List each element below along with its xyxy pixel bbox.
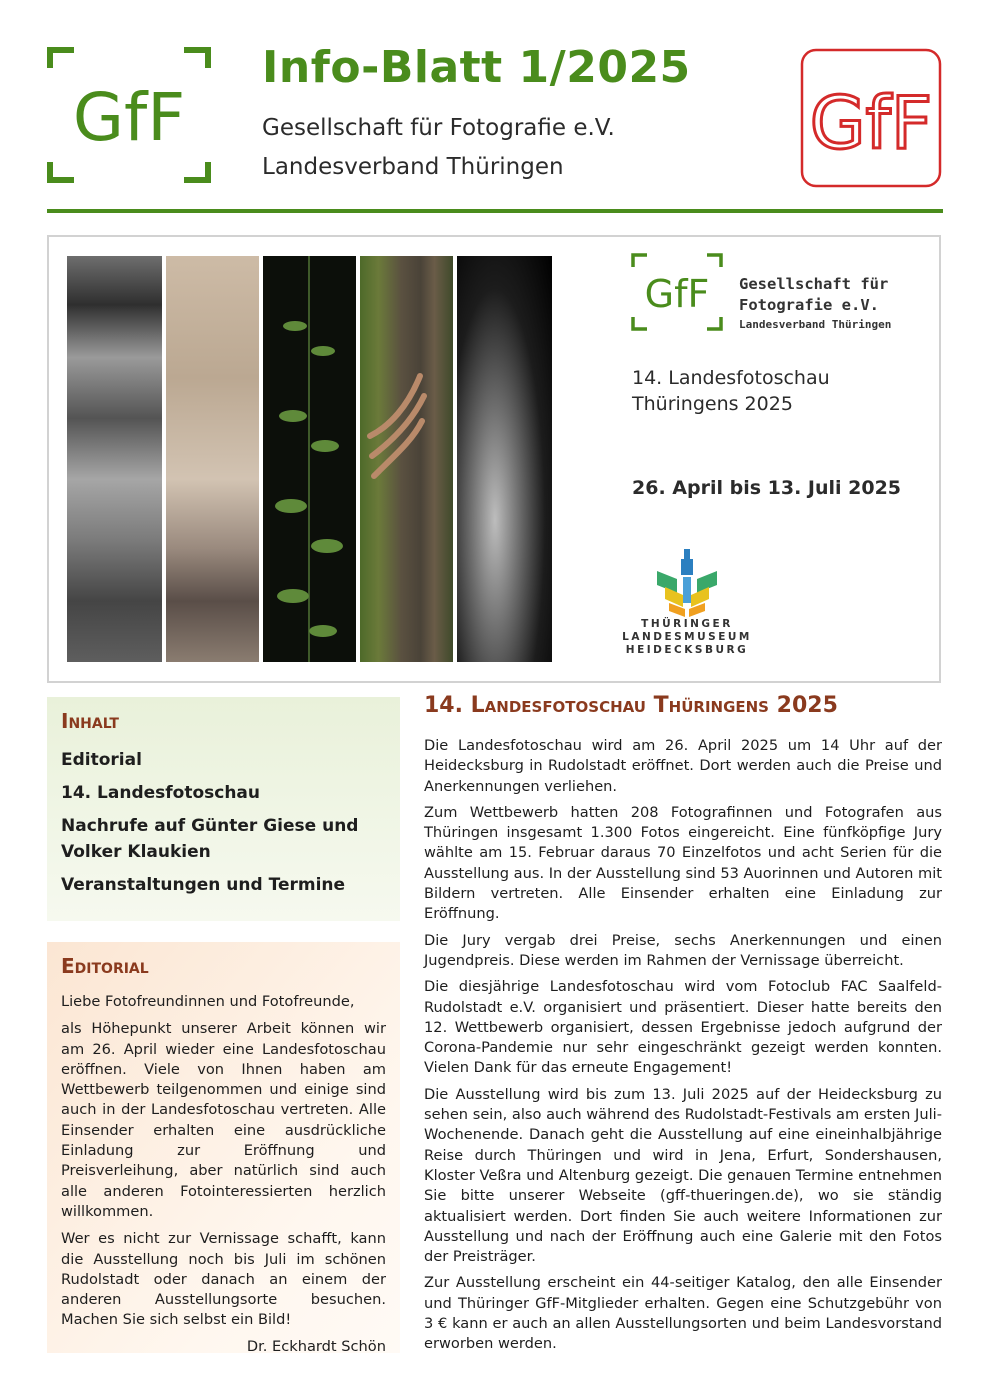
- article-heading: 14. Landesfotoschau Thüringens 2025: [424, 693, 838, 718]
- museum-logo-icon: [655, 549, 719, 617]
- svg-text:GfF: GfF: [72, 79, 186, 156]
- editorial-heading: Editorial: [61, 954, 149, 978]
- org-name: Gesellschaft für Fotografie e.V.: [262, 115, 615, 141]
- banner-org-line3: Landesverband Thüringen: [739, 318, 892, 331]
- article-paragraph: Die Jury vergab drei Preise, sechs Anerkennungen und einen Jugendpreis. Diese werden im Rahmen der Vernissage überreicht.: [424, 931, 942, 969]
- museum-name: [609, 618, 765, 657]
- article-paragraph: Die Ausstellung wird bis zum 13. Juli 2025 auf der Heidecksburg zu sehen sein, also auch während des Rudolstadt-Festivals am ersten Juli-Wochenende. Danach geht die Ausstellung auf eine eineinhalbjährige Reise durch Thüringen und wird in Jena, Erfurt, Sondershausen, Kloster Veßra und Altenburg gezeigt. Die genauen Termine entnehmen Sie bitte unserer Webseite (gff-thueringen.de), wo sie ständig aktualisiert werden. Dort finden Sie auch weitere Informationen zur Ausstellung und nach der Eröffnung auch eine Galerie mit den Fotos der Preisträger.: [424, 1085, 942, 1266]
- editorial-paragraph: Liebe Fotofreundinnen und Fotofreunde,: [61, 993, 355, 1010]
- header-divider: [47, 209, 943, 213]
- article-paragraph: Die diesjährige Landesfotoschau wird vom Fotoclub FAC Saalfeld-Rudolstadt e.V. organisiert und präsentiert. Dieser hatte bereits den 12. Wettbewerb organisiert, dessen Ergebnisse jedoch aufgrund der Corona-Pandemie nur sehr eingeschränkt gezeigt werden konnten. Vielen Dank für das erneute Engagement!: [424, 978, 942, 1077]
- hand-graphic: [360, 256, 453, 662]
- toc-item: Nachrufe auf Günter Giese und Volker Klaukien: [61, 816, 359, 862]
- museum-line3: HEIDECKSBURG: [625, 644, 749, 656]
- photo-strip-tree-hand: [360, 256, 453, 662]
- banner-exhibition-title: [632, 365, 830, 417]
- banner-org-line1: Gesellschaft für: [739, 275, 889, 293]
- editorial-box: [47, 942, 400, 1353]
- banner-org-line2: Fotografie e.V.: [739, 296, 879, 314]
- banner-org-name: [739, 274, 891, 334]
- toc-heading: Inhalt: [61, 709, 119, 733]
- article-paragraph: Zur Ausstellung erscheint ein 44-seitiger Katalog, den alle Einsender und Thüringer GfF-Mitglieder erhalten. Gegen eine Schutzgebühr von 3 € kann er auch an allen Ausstellungsorten und beim Landesvorstand erworben werden.: [424, 1274, 942, 1353]
- photo-strip-portrait: [457, 256, 552, 662]
- nettle-plant-graphic: [263, 256, 356, 662]
- banner-dates: 26. April bis 13. Juli 2025: [632, 477, 902, 499]
- toc-item: 14. Landesfotoschau: [61, 783, 261, 803]
- photo-strip-cow: [166, 256, 259, 662]
- editorial-paragraph: Wer es nicht zur Vernissage schafft, kann die Ausstellung noch bis Juli im schönen Rudolstadt oder danach an einem der anderen Ausstellungsorte besuchen. Machen Sie sich selbst ein Bild!: [61, 1230, 386, 1329]
- photo-strip-water: [67, 256, 162, 662]
- exhibition-banner: [47, 235, 941, 683]
- svg-text:GfF: GfF: [644, 272, 710, 316]
- gff-logo-banner: [629, 251, 725, 333]
- org-region: Landesverband Thüringen: [262, 154, 564, 180]
- table-of-contents: [47, 697, 400, 921]
- toc-item: Veranstaltungen und Termine: [61, 875, 346, 895]
- article-landesfotoschau: [424, 693, 942, 1361]
- gff-logo-red: [800, 48, 942, 188]
- banner-show-line2: Thüringens 2025: [632, 393, 793, 415]
- page-title: Info-Blatt 1/2025: [262, 42, 691, 93]
- article-paragraph: Die Landesfotoschau wird am 26. April 2025 um 14 Uhr auf der Heidecksburg in Rudolstadt eröffnet. Dort werden auch die Preise und Anerkennungen verliehen.: [424, 737, 942, 795]
- banner-show-line1: 14. Landesfotoschau: [632, 367, 830, 389]
- editorial-paragraph: als Höhepunkt unserer Arbeit können wir am 26. April wieder eine Landesfotoschau eröffnen. Viele von Ihnen haben am Wettbewerb teilgenommen und einige sind auch in der Landesfotoschau vertreten. Alle Einsender erhalten eine ausdrückliche Einladung zur Eröffnung und Preisverleihung, aber natürlich sind auch alle anderen Fotointeressierten herzlich willkommen.: [61, 1020, 386, 1220]
- museum-line1: THÜRINGER: [641, 618, 733, 630]
- toc-item: Editorial: [61, 750, 142, 770]
- museum-line2: LANDESMUSEUM: [622, 631, 752, 643]
- photo-strip-nettle: [263, 256, 356, 662]
- article-paragraph: Zum Wettbewerb hatten 208 Fotografinnen und Fotografen aus Thüringen insgesamt 1.300 Fotos eingereicht. Eine fünfköpfige Jury wählte am 15. Februar daraus 70 Einzelfotos und acht Serien für die Ausstellung aus. In der Ausstellung sind 53 Auorinnen und Autoren mit Bildern vertreten. Alle Einsender erhalten eine Einladung zur Eröffnung.: [424, 803, 942, 923]
- gff-logo-green: [44, 44, 214, 186]
- editorial-signature: Dr. Eckhardt Schön: [246, 1337, 386, 1355]
- svg-text:GfF: GfF: [809, 81, 933, 165]
